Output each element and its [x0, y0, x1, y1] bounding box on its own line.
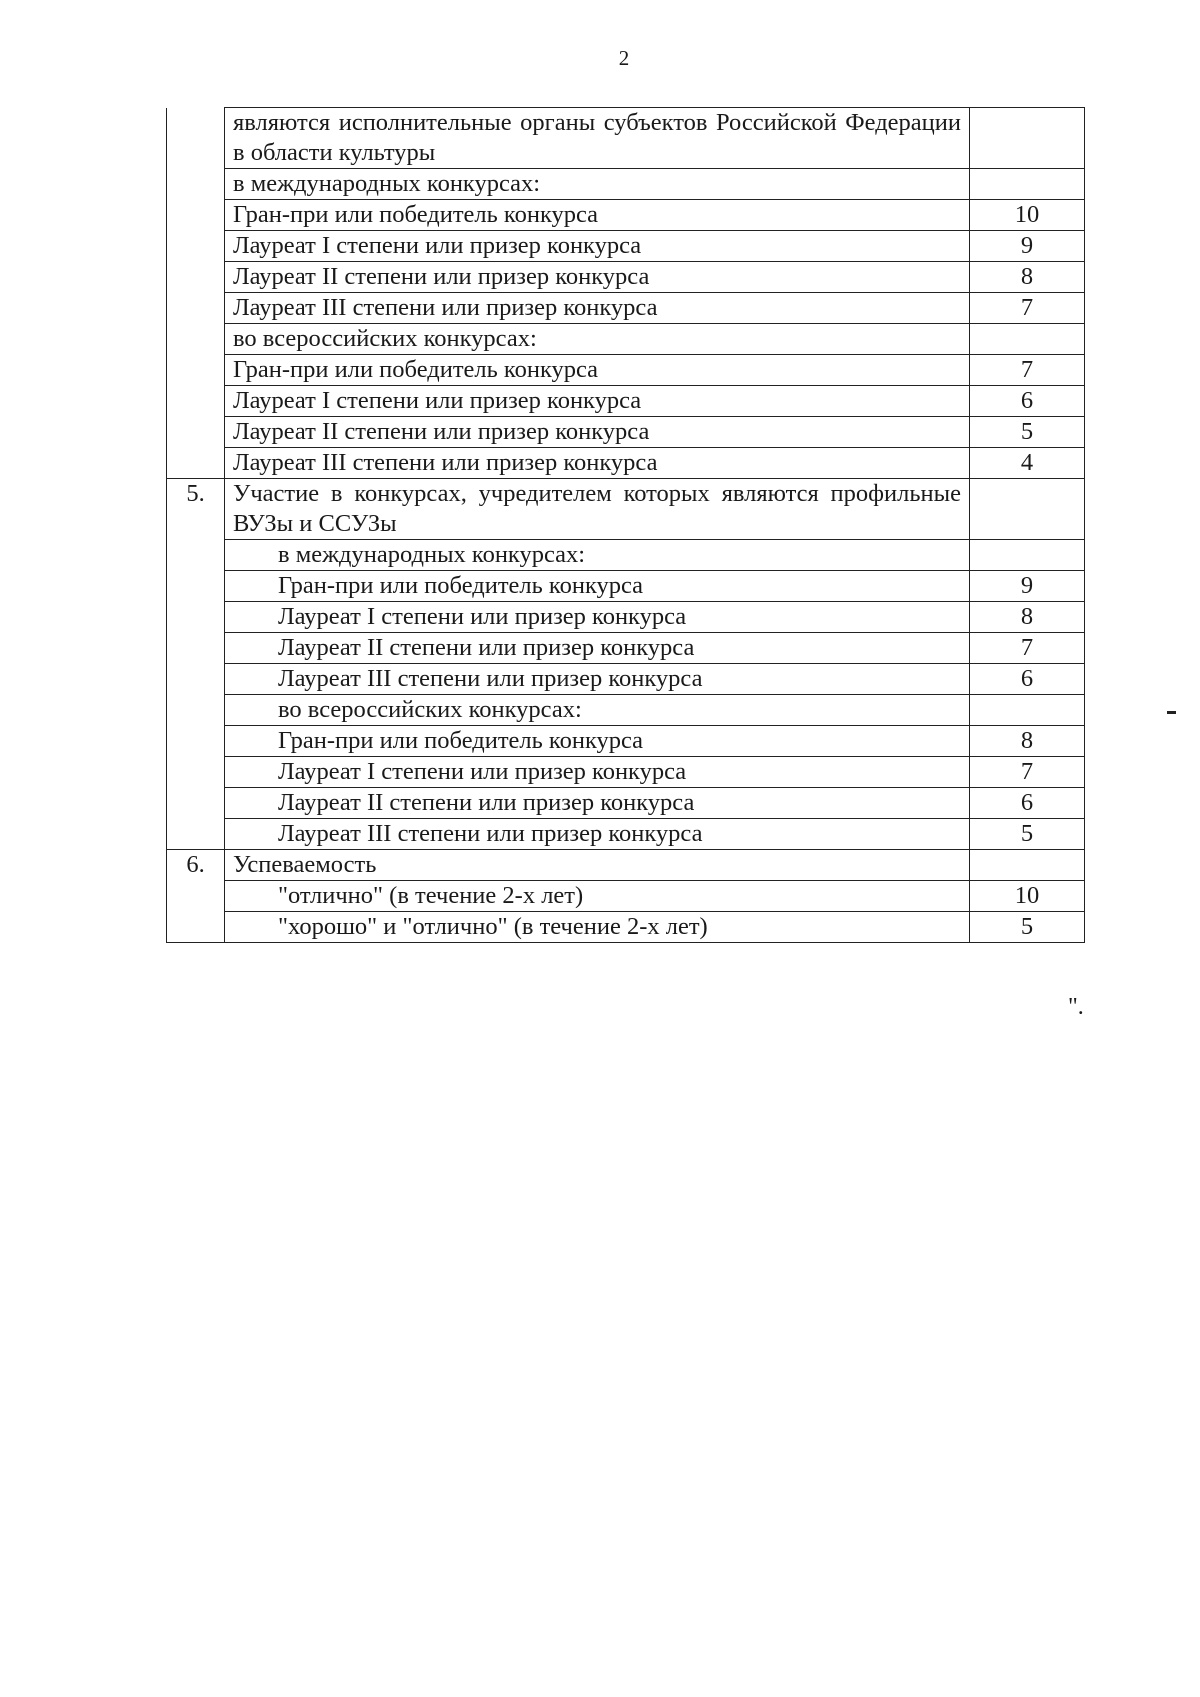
criterion-cell: Лауреат I степени или призер конкурса	[225, 386, 970, 417]
item-number-cell	[167, 355, 225, 386]
table-row	[167, 293, 1085, 324]
table-row	[167, 324, 1085, 355]
item-number-cell	[167, 169, 225, 200]
points-cell	[970, 324, 1085, 355]
item-number-cell	[167, 664, 225, 695]
item-number-cell	[167, 417, 225, 448]
criterion-cell: Лауреат III степени или призер конкурса	[225, 664, 970, 695]
criterion-cell: Лауреат III степени или призер конкурса	[225, 293, 970, 324]
criterion-cell: Лауреат II степени или призер конкурса	[225, 262, 970, 293]
table-row	[167, 571, 1085, 602]
closing-quote: ".	[1068, 994, 1084, 1020]
points-cell: 9	[970, 571, 1085, 602]
points-cell: 7	[970, 757, 1085, 788]
scoring-table-body	[167, 108, 1085, 943]
criterion-cell: "хорошо" и "отлично" (в течение 2-х лет)	[225, 912, 970, 943]
table-row	[167, 479, 1085, 540]
criterion-cell: Лауреат I степени или призер конкурса	[225, 231, 970, 262]
margin-mark	[1167, 711, 1176, 714]
points-cell: 10	[970, 200, 1085, 231]
points-cell	[970, 850, 1085, 881]
table-row	[167, 231, 1085, 262]
table-row	[167, 757, 1085, 788]
item-number-cell	[167, 912, 225, 943]
points-cell: 5	[970, 819, 1085, 850]
points-cell: 6	[970, 386, 1085, 417]
criterion-cell: во всероссийских конкурсах:	[225, 324, 970, 355]
points-cell: 7	[970, 633, 1085, 664]
item-number-cell: 5.	[167, 479, 225, 540]
table-row	[167, 912, 1085, 943]
item-number-cell	[167, 231, 225, 262]
table-row	[167, 695, 1085, 726]
criterion-cell: Успеваемость	[225, 850, 970, 881]
table-row	[167, 788, 1085, 819]
page-number: 2	[618, 46, 630, 70]
item-number-cell	[167, 819, 225, 850]
item-number-cell	[167, 881, 225, 912]
points-cell	[970, 695, 1085, 726]
table-row	[167, 819, 1085, 850]
points-cell: 10	[970, 881, 1085, 912]
points-cell: 8	[970, 602, 1085, 633]
table-row	[167, 200, 1085, 231]
table-row	[167, 664, 1085, 695]
criterion-cell: Гран-при или победитель конкурса	[225, 571, 970, 602]
table-row	[167, 850, 1085, 881]
item-number-cell	[167, 695, 225, 726]
points-cell: 5	[970, 417, 1085, 448]
table-row	[167, 355, 1085, 386]
scoring-table	[166, 107, 1085, 943]
criterion-cell: Лауреат I степени или призер конкурса	[225, 757, 970, 788]
points-cell: 7	[970, 355, 1085, 386]
table-row	[167, 881, 1085, 912]
criterion-cell: Лауреат II степени или призер конкурса	[225, 788, 970, 819]
item-number-cell	[167, 293, 225, 324]
criterion-cell: Лауреат II степени или призер конкурса	[225, 417, 970, 448]
criterion-cell: "отлично" (в течение 2-х лет)	[225, 881, 970, 912]
item-number-cell	[167, 324, 225, 355]
item-number-cell	[167, 448, 225, 479]
table-row	[167, 417, 1085, 448]
criterion-cell: Гран-при или победитель конкурса	[225, 200, 970, 231]
item-number-cell	[167, 726, 225, 757]
criterion-cell: Лауреат III степени или призер конкурса	[225, 448, 970, 479]
points-cell: 7	[970, 293, 1085, 324]
table-row	[167, 108, 1085, 169]
item-number-cell	[167, 262, 225, 293]
table-row	[167, 540, 1085, 571]
criterion-cell: во всероссийских конкурсах:	[225, 695, 970, 726]
item-number-cell	[167, 633, 225, 664]
table-row	[167, 169, 1085, 200]
points-cell: 8	[970, 262, 1085, 293]
criterion-cell: Лауреат I степени или призер конкурса	[225, 602, 970, 633]
criterion-cell: Лауреат III степени или призер конкурса	[225, 819, 970, 850]
table-row	[167, 448, 1085, 479]
criterion-cell: Гран-при или победитель конкурса	[225, 355, 970, 386]
item-number-cell	[167, 108, 225, 169]
table-row	[167, 262, 1085, 293]
item-number-cell	[167, 788, 225, 819]
table-row	[167, 602, 1085, 633]
criterion-cell: Лауреат II степени или призер конкурса	[225, 633, 970, 664]
points-cell	[970, 540, 1085, 571]
item-number-cell	[167, 757, 225, 788]
criterion-cell: Участие в конкурсах, учредителем которых являются профильные ВУЗы и ССУЗы	[225, 479, 970, 540]
item-number-cell: 6.	[167, 850, 225, 881]
points-cell: 6	[970, 664, 1085, 695]
points-cell: 4	[970, 448, 1085, 479]
item-number-cell	[167, 571, 225, 602]
points-cell: 5	[970, 912, 1085, 943]
points-cell	[970, 169, 1085, 200]
item-number-cell	[167, 386, 225, 417]
criterion-cell: являются исполнительные органы субъектов Российской Федерации в области культуры	[225, 108, 970, 169]
criterion-cell: в международных конкурсах:	[225, 540, 970, 571]
item-number-cell	[167, 540, 225, 571]
table-row	[167, 386, 1085, 417]
criterion-cell: в международных конкурсах:	[225, 169, 970, 200]
table-row	[167, 726, 1085, 757]
table-row	[167, 633, 1085, 664]
points-cell	[970, 479, 1085, 540]
points-cell: 9	[970, 231, 1085, 262]
points-cell	[970, 108, 1085, 169]
item-number-cell	[167, 200, 225, 231]
points-cell: 6	[970, 788, 1085, 819]
item-number-cell	[167, 602, 225, 633]
points-cell: 8	[970, 726, 1085, 757]
criterion-cell: Гран-при или победитель конкурса	[225, 726, 970, 757]
